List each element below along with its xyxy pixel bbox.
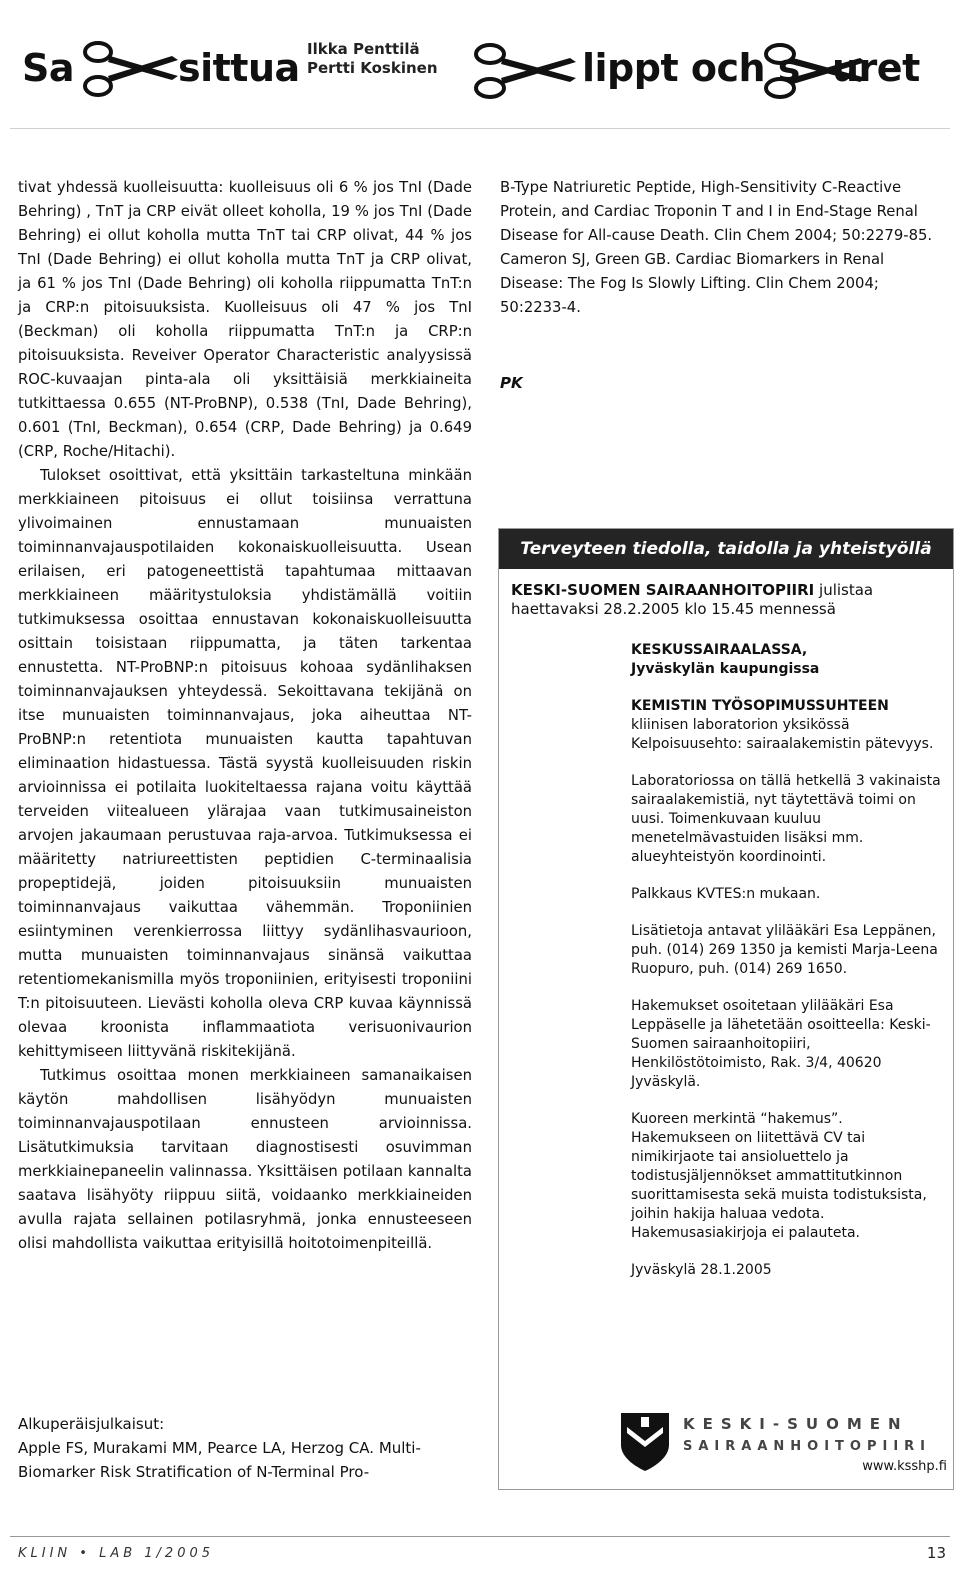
logo-line: KESKI-SUOMEN [683, 1415, 909, 1433]
reference-entry: B-Type Natriuretic Peptide, High-Sensitivity C-Reactive Protein, and Cardiac Troponin T and I in End-Stage Renal Disease for All-cause Death. Clin Chem 2004; 50:2279-85. [500, 179, 933, 244]
article-right-column [500, 176, 948, 320]
ad-paragraph: Lisätietoja antavat ylilääkäri Esa Leppänen, puh. (014) 269 1350 ja kemisti Marja-Leena Ruopuro, puh. (014) 269 1650. [631, 923, 938, 977]
author-signature: PK [500, 374, 523, 392]
original-publications [18, 1412, 488, 1484]
journal-issue: KLIIN • LAB 1/2005 [18, 1546, 215, 1561]
ad-position: KEMISTIN TYÖSOPIMUSSUHTEEN [631, 698, 889, 714]
author-name: Ilkka Penttilä [307, 40, 420, 58]
job-advertisement [498, 528, 954, 1490]
ad-banner: Terveyteen tiedolla, taidolla ja yhteistyöllä [499, 529, 953, 569]
ad-intro-text: julistaa haettavaksi 28.2.2005 klo 15.45 mennessä [511, 581, 874, 618]
ad-intro [511, 581, 931, 619]
ad-position-unit: kliinisen laboratorion yksikössä [631, 717, 850, 733]
header-title-part: lippt och s [582, 46, 800, 90]
reference-entry: Cameron SJ, Green GB. Cardiac Biomarkers in Renal Disease: The Fog Is Slowly Lifting. Clin Chem 2004; 50:2233-4. [500, 251, 885, 316]
footer-divider [10, 1536, 950, 1537]
header-title-part: sittua [178, 46, 300, 90]
ad-date: Jyväskylä 28.1.2005 [631, 1262, 772, 1278]
ad-url[interactable]: www.ksshp.fi [862, 1459, 947, 1474]
article-paragraph: tivat yhdessä kuolleisuutta: kuolleisuus oli 6 % jos TnI (Dade Behring) , TnT ja CRP eivät olleet koholla, 19 % jos TnI (Dade Behring) ei ollut koholla mutta TnT tai CRP olivat, 44 % jos TnI (Dade Behring) ei ollut koholla mutta TnT ja CRP olivat, ja 61 % jos TnI (Dade Behring) oli koholla riippumatta TnT:n ja CRP:n pitoisuuksista. Kuolleisuus oli 47 % jos TnI (Beckman) oli koholla riippumatta TnT:n ja CRP:n pitoisuuksista. Reveiver Operator Characteristic analyysissä ROC-kuvaajan pinta-ala oli yksittäisiä merkkiaineita tutkittaessa 0.655 (NT-ProBNP), 0.538 (TnI, Dade Behring), 0.601 (TnI, Beckman), 0.654 (CRP, Dade Behring) ja 0.649 (CRP, Roche/Hitachi). [18, 179, 472, 460]
ad-paragraph: Kuoreen merkintä “hakemus”. Hakemukseen on liitettävä CV tai nimikirjaote tai ansioluettelo ja todistusjäljennökset ammattitutkinnon suorittamisesta sekä muista todistuksista, joihin hakija haluaa vedota. Hakemusasiakirjoja ei palauteta. [631, 1111, 927, 1241]
logo-line: SAIRAANHOITOPIIRI [683, 1439, 932, 1454]
ad-location-city: Jyväskylän kaupungissa [631, 661, 820, 677]
article-paragraph: Tulokset osoittivat, että yksittäin tarkasteltuna minkään merkkiaineen pitoisuus ei ollut toisiinsa verrattuna ylivoimainen ennustamaan munuaisten toiminnanvajauspotilaiden kokonaiskuolleisuutta. Usean erilaisen, eri patogeneettistä tapahtumaa mittaavan merkkiaineen määritystuloksia yhdistämällä voitiin tutkimuksessa osoittaa ennustavan kokonaiskuolleisuutta osittain toisistaan riippumatta, ja täten tarkentaa ennustetta. NT-ProBNP:n pitoisuus kohoaa sydänlihaksen toiminnanvajauksen yhteydessä. Sekoittavana tekijänä on itse munuaisten toiminnanvajaus, joka aiheuttaa NT-ProBNP:n retentiota munuaisten kautta tapahtuvan eliminaation hidastuessa. Tästä syystä kuolleisuuden riskin arvioinnissa ei potilaita luokiteltaessa rajana voitu käyttää terveiden viitealueen ylärajaa vaan tutkimusaineiston arvojen jakaumaan perustuvaa raja-arvoa. Tutkimuksessa ei määritetty natriureettisten peptidien C-terminaalisia propeptidejä, joiden pitoisuuksiin munuaisten toiminnanvajaus vaikuttaa vähemmän. Troponiinien esiintyminen verenkierrossa liittyy sydänlihasvaurioon, mutta munuaisten toiminnanvajaus sinänsä vaikuttaa retentiomekanismilla myös troponiinien, erityisesti troponiini T:n pitoisuuteen. Lievästi koholla oleva CRP kuvaa käynnissä olevaa kroonista inflammaatiota verisuonivaurion kehittymiseen liittyvänä riskitekijänä. [18, 467, 472, 1060]
ad-location: KESKUSSAIRAALASSA, [631, 642, 808, 658]
ad-details [631, 641, 941, 1298]
article-left-column [18, 176, 472, 1256]
page-number: 13 [926, 1544, 946, 1562]
header-authors [307, 40, 438, 78]
coat-of-arms-icon [617, 1409, 673, 1473]
ad-paragraph: Laboratoriossa on tällä hetkellä 3 vakinaista sairaalakemistiä, nyt täytettävä toimi on uusi. Toimenkuvaan kuuluu menetelmävastuiden lisäksi mm. alueyhteistyön koordinointi. [631, 773, 941, 865]
article-paragraph: Tutkimus osoittaa monen merkkiaineen samanaikaisen käytön mahdollisen lisähyödyn munuaisten toiminnanvajauspotilaan ennusteen arvioinnissa. Lisätutkimuksia tarvitaan diagnostisesti osuvimman merkkiainepaneelin valinnassa. Yksittäisen potilaan kannalta saatava lisähyöty riippuu siitä, voidaanko merkkiaineiden avulla rajata sellainen potilasryhmä, jonka ennusteeseen olisi mahdollista vaikuttaa erityisillä hoitotoimenpiteillä. [18, 1067, 472, 1252]
author-name: Pertti Koskinen [307, 59, 438, 77]
ad-organization: KESKI-SUOMEN SAIRAANHOITOPIIRI [511, 581, 815, 599]
header-title-part: Sa [22, 46, 75, 90]
scissors-icon [470, 36, 580, 106]
header-title-part: uret [832, 46, 920, 90]
scissors-icon [82, 34, 182, 104]
ad-paragraph: Palkkaus KVTES:n mukaan. [631, 886, 821, 902]
ad-paragraph: Hakemukset osoitetaan ylilääkäri Esa Leppäselle ja lähetetään osoitteella: Keski-Suomen sairaanhoitopiiri, Henkilöstötoimisto, Rak. 3/4, 40620 Jyväskylä. [631, 998, 931, 1090]
reference-entry: Apple FS, Murakami MM, Pearce LA, Herzog CA. Multi-Biomarker Risk Stratification of N-Terminal Pro- [18, 1439, 421, 1481]
page-header [0, 0, 960, 130]
header-divider [10, 128, 950, 129]
references-heading: Alkuperäisjulkaisut: [18, 1415, 165, 1433]
ad-qualification: Kelpoisuusehto: sairaalakemistin pätevyys. [631, 736, 934, 752]
